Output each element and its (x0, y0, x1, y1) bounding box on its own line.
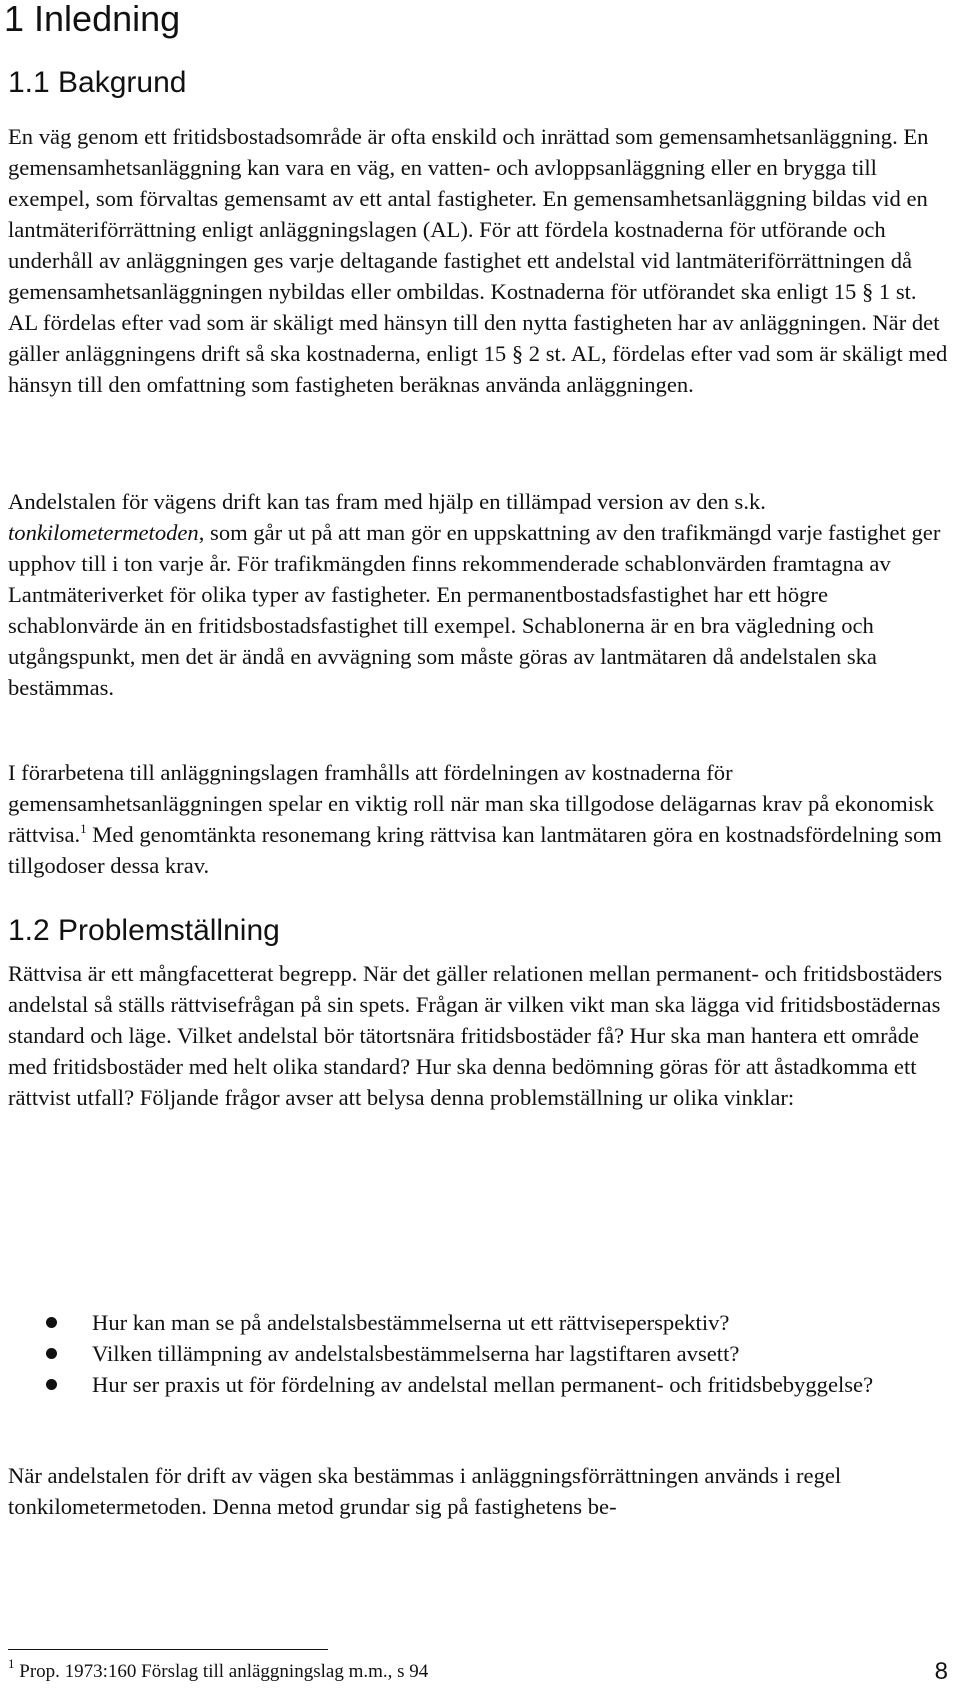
question-list (0, 1307, 960, 1400)
paragraph-bakgrund-2 (8, 486, 948, 703)
footnote-reference[interactable]: 1 (80, 821, 87, 836)
paragraph-method: När andelstalen för drift av vägen ska bestämmas i anläggningsförrättningen används i regel tonkilometermetoden. Denna metod grundar sig på fastighetens be- (8, 1463, 842, 1519)
footnote-text: Prop. 1973:160 Förslag till anläggningslag m.m., s 94 (14, 1661, 429, 1682)
page-number: 8 (934, 1658, 948, 1685)
paragraph-bakgrund-3 (8, 757, 948, 881)
footnote (8, 1656, 429, 1683)
footnote-number: 1 (8, 1656, 15, 1671)
section-heading-bakgrund: 1.1 Bakgrund (8, 66, 187, 99)
paragraph-2-text-before: Andelstalen för vägens drift kan tas fram med hjälp en tillämpad version av den s.k. (8, 489, 766, 514)
list-item (0, 1338, 932, 1369)
footnote-divider (8, 1649, 328, 1650)
question-text: Hur kan man se på andelstalsbestämmelserna ut ett rättviseperspektiv? (92, 1310, 730, 1335)
list-item (0, 1369, 932, 1400)
paragraph-problemstallning: Rättvisa är ett mångfacetterat begrepp. När det gäller relationen mellan permanent- och fritidsbostäders andelstal så ställs rättvisefrågan på sin spets. Frågan är vilken vikt man ska lägga vid fritidsbostädernas standard och läge. Vilket andelstal bör tätortsnära fritidsbostäder få? Hur ska man hantera ett område med fritidsbostäder med helt olika standard? Hur ska denna bedömning göras för att åstadkomma ett rättvist utfall? Följande frågor avser att belysa denna problemställning ur olika vinklar: (8, 961, 943, 1110)
question-text: Hur ser praxis ut för fördelning av andelstal mellan permanent- och fritidsbebyggelse? (92, 1372, 874, 1397)
section-heading-problemstallning: 1.2 Problemställning (8, 914, 280, 947)
method-term: tonkilometermetoden (8, 520, 199, 545)
bullet-icon (46, 1317, 57, 1328)
list-item (0, 1307, 932, 1338)
chapter-heading: 1 Inledning (4, 0, 181, 39)
question-text: Vilken tillämpning av andelstalsbestämmelserna har lagstiftaren avsett? (92, 1341, 740, 1366)
paragraph-2-text-after: , som går ut på att man gör en uppskattning av den trafikmängd varje fastighet ger upphov till i ton varje år. För trafikmängden finns rekommenderade schablonvärden framtagna av Lantmäteriverket för olika typer av fastigheter. En permanentbostadsfastighet har ett högre schablonvärde än en fritidsbostadsfastighet till exempel. Schablonerna är en bra vägledning och utgångspunkt, men det är ändå en avvägning som måste göras av lantmätaren då andelstalen ska bestämmas. (8, 520, 941, 700)
paragraph-3-text-before: I förarbetena till anläggningslagen framhålls att fördelningen av kostnaderna för gemensamhetsanläggningen spelar en viktig roll när man ska tillgodose delägarnas krav på ekonomisk rättvisa. (8, 760, 935, 847)
paragraph-bakgrund-1: En väg genom ett fritidsbostadsområde är ofta enskild och inrättad som gemensamhetsanläggning. En gemensamhetsanläggning kan vara en väg, en vatten- och avloppsanläggning eller en brygga till exempel, som förvaltas gemensamt av ett antal fastigheter. En gemensamhetsanläggning bildas vid en lantmäteriförrättning enligt anläggningslagen (AL). För att fördela kostnaderna för utförande och underhåll av anläggningen ges varje deltagande fastighet ett andelstal vid lantmäteriförrättningen då gemensamhetsanläggningen nybildas eller ombildas. Kostnaderna för utförandet ska enligt 15 § 1 st. AL fördelas efter vad som är skäligt med hänsyn till den nytta fastigheten har av anläggningen. När det gäller anläggningens drift så ska kostnaderna, enligt 15 § 2 st. AL, fördelas efter vad som är skäligt med hänsyn till den omfattning som fastigheten beräknas använda anläggningen. (8, 124, 948, 397)
bullet-icon (46, 1348, 57, 1359)
paragraph-3-text-after: Med genomtänkta resonemang kring rättvisa kan lantmätaren göra en kostnadsfördelning som tillgodoser dessa krav. (8, 822, 942, 878)
bullet-icon (46, 1379, 57, 1390)
